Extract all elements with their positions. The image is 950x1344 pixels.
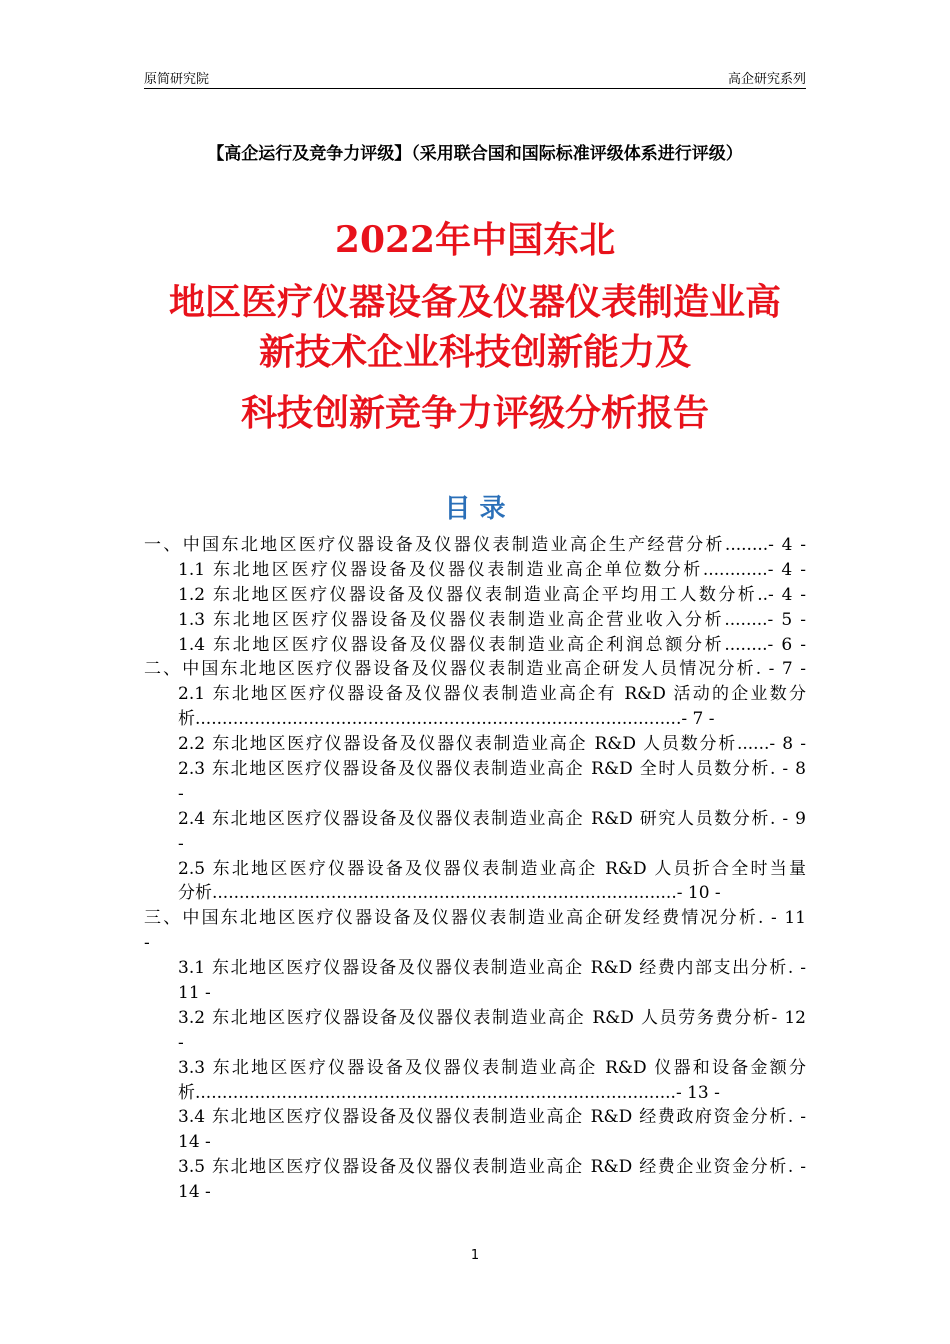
header-right: 高企研究系列: [727, 72, 806, 87]
toc-entry[interactable]: [144, 757, 806, 807]
toc-entry-line[interactable]: 3.4 东北地区医疗仪器设备及仪器仪表制造业高企 R&D 经费政府资金分析. -: [178, 1107, 806, 1128]
page-number: 1: [470, 1248, 480, 1263]
toc-entry-line[interactable]: 2.1 东北地区医疗仪器设备及仪器仪表制造业高企有 R&D 活动的企业数分: [178, 684, 806, 705]
toc-entry-line[interactable]: 1.1 东北地区医疗仪器设备及仪器仪表制造业高企单位数分析............- 4 -: [178, 559, 806, 580]
toc-heading: 目 录: [444, 494, 506, 524]
title-line-2: 地区医疗仪器设备及仪器仪表制造业高: [168, 281, 781, 323]
toc-entry-line[interactable]: 分析......................................................................................- 10 -: [178, 883, 721, 904]
toc-entry[interactable]: [144, 732, 806, 757]
tagline: 【高企运行及竞争力评级】（采用联合国和国际标准评级体系进行评级）: [207, 144, 743, 164]
toc-entry-line[interactable]: 三、中国东北地区医疗仪器设备及仪器仪表制造业高企研发经费情况分析. - 11: [144, 908, 806, 929]
toc-entry[interactable]: [144, 956, 806, 1006]
toc-entry-line[interactable]: 析.........................................................................................- 13 -: [178, 1082, 720, 1103]
toc-entry-line[interactable]: 2.5 东北地区医疗仪器设备及仪器仪表制造业高企 R&D 人员折合全时当量: [178, 858, 806, 879]
toc-entry-line[interactable]: 3.5 东北地区医疗仪器设备及仪器仪表制造业高企 R&D 经费企业资金分析. -: [178, 1157, 806, 1178]
toc-entry-line[interactable]: 1.3 东北地区医疗仪器设备及仪器仪表制造业高企营业收入分析........- 5 -: [178, 609, 806, 630]
toc-entry-line[interactable]: 3.2 东北地区医疗仪器设备及仪器仪表制造业高企 R&D 人员劳务费分析- 12: [178, 1007, 806, 1028]
toc-entry[interactable]: [144, 608, 806, 633]
toc-entry-line[interactable]: 二、中国东北地区医疗仪器设备及仪器仪表制造业高企研发人员情况分析. - 7 -: [144, 659, 806, 680]
toc-entry-line[interactable]: 2.4 东北地区医疗仪器设备及仪器仪表制造业高企 R&D 研究人员数分析. - 9: [178, 808, 806, 829]
toc-entry-line[interactable]: 14 -: [178, 1182, 211, 1203]
toc-entry-line[interactable]: -: [144, 933, 150, 954]
toc-entry-line[interactable]: 2.3 东北地区医疗仪器设备及仪器仪表制造业高企 R&D 全时人员数分析. - 8: [178, 759, 806, 780]
toc-entry-line[interactable]: 3.1 东北地区医疗仪器设备及仪器仪表制造业高企 R&D 经费内部支出分析. -: [178, 958, 806, 979]
toc-entry-line[interactable]: 1.4 东北地区医疗仪器设备及仪器仪表制造业高企利润总额分析........- 6 -: [178, 634, 806, 655]
toc-entry[interactable]: [144, 682, 806, 732]
toc-entry[interactable]: [144, 633, 806, 658]
toc-entry[interactable]: [144, 533, 806, 558]
toc-entry-line[interactable]: -: [178, 1032, 184, 1053]
table-of-contents: [144, 533, 806, 1205]
toc-entry-line[interactable]: 11 -: [178, 983, 211, 1004]
toc-entry[interactable]: [144, 558, 806, 583]
toc-entry-line[interactable]: 一、中国东北地区医疗仪器设备及仪器仪表制造业高企生产经营分析........- 4 -: [144, 535, 806, 555]
toc-entry-line[interactable]: 析..........................................................................................- 7 -: [178, 709, 715, 730]
toc-entry[interactable]: [144, 1056, 806, 1106]
toc-entry[interactable]: [144, 1105, 806, 1155]
title-line-1: 2022年中国东北: [334, 219, 616, 261]
toc-entry-line[interactable]: 14 -: [178, 1132, 211, 1153]
toc-entry[interactable]: [144, 583, 806, 608]
title-line-3: 新技术企业科技创新能力及: [258, 331, 691, 373]
toc-entry[interactable]: [144, 807, 806, 857]
toc-entry[interactable]: [144, 906, 806, 956]
toc-entry[interactable]: [144, 1006, 806, 1056]
toc-entry-line[interactable]: -: [178, 833, 184, 854]
toc-entry-line[interactable]: -: [178, 783, 184, 804]
title-line-4: 科技创新竞争力评级分析报告: [240, 392, 709, 434]
toc-entry-line[interactable]: 1.2 东北地区医疗仪器设备及仪器仪表制造业高企平均用工人数分析..- 4 -: [178, 584, 806, 605]
page-header: [144, 68, 806, 89]
toc-entry[interactable]: [144, 857, 806, 907]
toc-entry-line[interactable]: 2.2 东北地区医疗仪器设备及仪器仪表制造业高企 R&D 人员数分析......- 8 -: [178, 734, 806, 755]
toc-entry[interactable]: [144, 1155, 806, 1205]
toc-entry[interactable]: [144, 657, 806, 682]
header-left: 原简研究院: [144, 72, 210, 87]
toc-entry-line[interactable]: 3.3 东北地区医疗仪器设备及仪器仪表制造业高企 R&D 仪器和设备金额分: [178, 1057, 806, 1078]
